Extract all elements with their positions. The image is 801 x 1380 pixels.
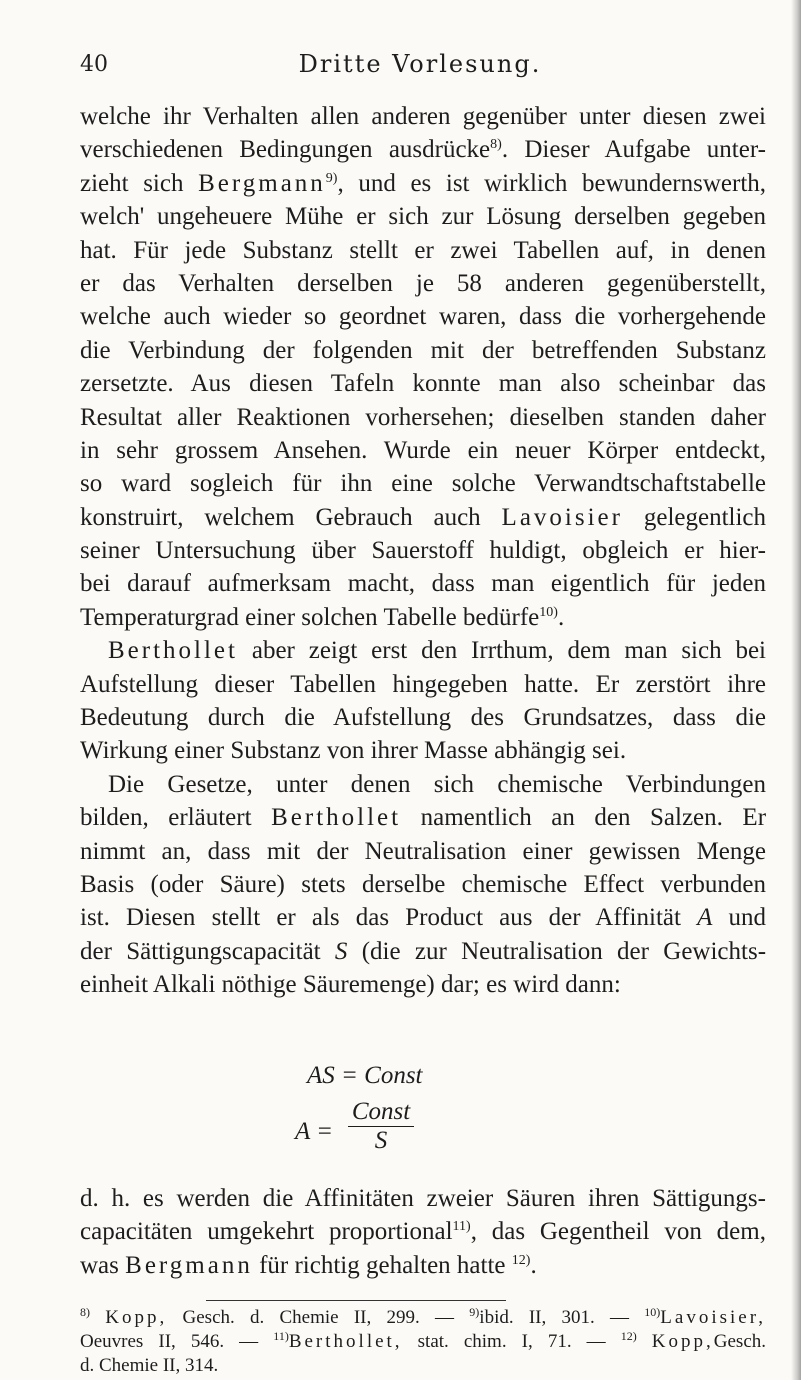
page-header — [80, 48, 760, 88]
formula-lhs: A = — [295, 1118, 333, 1145]
text-line: zersetzte. Aus diesen Tafeln konnte man also scheinbar das — [80, 370, 766, 398]
text-line: hat. Für jede Substanz stellt er zwei Tabellen auf, in denen — [80, 236, 766, 264]
person-name: Bergmann — [198, 169, 326, 197]
text-line: Bedeutung durch die Aufstellung des Grundsatzes, dass die — [80, 704, 766, 732]
page-edge-shadow — [791, 0, 801, 1380]
person-name: Bergmann — [125, 1251, 253, 1279]
footnote-line: Oeuvres II, 546. — $^{11)}$Berthollet, stat. chim. I, 71. — $^{12)}$ Kopp,Gesch. — [80, 1329, 767, 1352]
footnote-ref: 8) — [490, 137, 502, 153]
text-line: seiner Untersuchung über Sauerstoff huldigt, obgleich er hier- — [80, 537, 766, 565]
footnote-line: d. Chemie II, 314. — [80, 1355, 219, 1376]
text-line: Temperaturgrad einer solchen Tabelle bedürfe$^{10)}$. — [80, 603, 565, 631]
text-line: konstruirt, welchem Gebrauch auch Lavoisier gelegentlich — [80, 503, 767, 531]
text-line: einheit Alkali nöthige Säuremenge) dar; es wird dann: — [80, 971, 621, 999]
text-line: Basis (oder Säure) stets derselbe chemische Effect verbunden — [80, 870, 766, 898]
text-line: die Verbindung der folgenden mit der betreffenden Substanz — [80, 336, 766, 364]
person-name: Berthollet — [108, 637, 238, 665]
text-line: so ward sogleich für ihn eine solche Verwandtschaftstabelle — [80, 470, 766, 498]
text-line: bei darauf aufmerksam macht, dass man eigentlich für jeden — [80, 570, 766, 598]
person-name: Lavoisier — [501, 503, 623, 531]
running-title: Dritte Vorlesung. — [298, 50, 542, 78]
text-line: welche auch wieder so geordnet waren, dass die vorhergehende — [80, 303, 766, 331]
text-line: Wirkung einer Substanz von ihrer Masse abhängig sei. — [80, 737, 627, 765]
footnote-ref: 10) — [539, 604, 558, 620]
footnote-line: $^{8)}$ Kopp, Gesch. d. Chemie II, 299. — $^{9)}$ibid. II, 301. — $^{10)}$Lavoisier, — [80, 1305, 767, 1328]
text-line: welche ihr Verhalten allen anderen gegenüber unter diesen zwei — [80, 103, 766, 130]
variable-s: S — [334, 937, 348, 965]
text-line: Resultat aller Reaktionen vorhersehen; dieselben standen daher — [80, 403, 766, 431]
variable-a: A — [697, 904, 713, 932]
text-line: Berthollet aber zeigt erst den Irrthum, dem man sich bei — [108, 637, 766, 665]
text-line: verschiedenen Bedingungen ausdrücke$^{8)}$. Dieser Aufgabe unter- — [80, 136, 766, 164]
text-line: capacitäten umgekehrt proportional$^{11)}$, das Gegentheil von dem, — [80, 1218, 766, 1246]
body-text — [80, 100, 766, 1002]
fraction-denominator: S — [374, 1127, 388, 1154]
text-line: in sehr grossem Ansehen. Wurde ein neuer Körper entdeckt, — [80, 436, 766, 464]
text-line: Aufstellung dieser Tabellen hingegeben hatte. Er zerstört ihre — [80, 670, 766, 698]
footnotes — [80, 1306, 766, 1378]
footnote-ref: 11) — [452, 1219, 471, 1235]
footnote-ref: 9) — [325, 170, 338, 186]
text-line: welch' ungeheuere Mühe er sich zur Lösung derselben gegeben — [80, 203, 766, 231]
text-line: ist. Diesen stellt er als das Product aus der Affinität A und — [80, 904, 766, 932]
text-line: bilden, erläutert Berthollet namentlich an den Salzen. Er — [80, 804, 767, 832]
text-line: d. h. es werden die Affinitäten zweier Säuren ihren Sättigungs- — [80, 1185, 766, 1212]
formula-fraction — [346, 1098, 416, 1155]
text-line: der Sättigungscapacität S (die zur Neutralisation der Gewichts- — [80, 937, 767, 965]
fraction-numerator: Const — [351, 1098, 411, 1125]
page-number: 40 — [80, 52, 108, 77]
text-line: zieht sich Bergmann$^{9)}$, und es ist wirklich bewundernswerth, — [80, 169, 767, 197]
footnote-ref: 12) — [511, 1252, 531, 1268]
conclusion-text — [80, 1182, 766, 1282]
text-line: Die Gesetze, unter denen sich chemische Verbindungen — [108, 770, 766, 798]
text-line: was Bergmann für richtig gehalten hatte $^{12)}$. — [80, 1251, 537, 1279]
text-line: nimmt an, dass mit der Neutralisation einer gewissen Menge — [80, 837, 766, 865]
footnote-divider — [206, 1300, 506, 1301]
text-line: er das Verhalten derselben je 58 anderen gegenüberstellt, — [80, 269, 766, 297]
person-name: Berthollet — [271, 804, 402, 832]
